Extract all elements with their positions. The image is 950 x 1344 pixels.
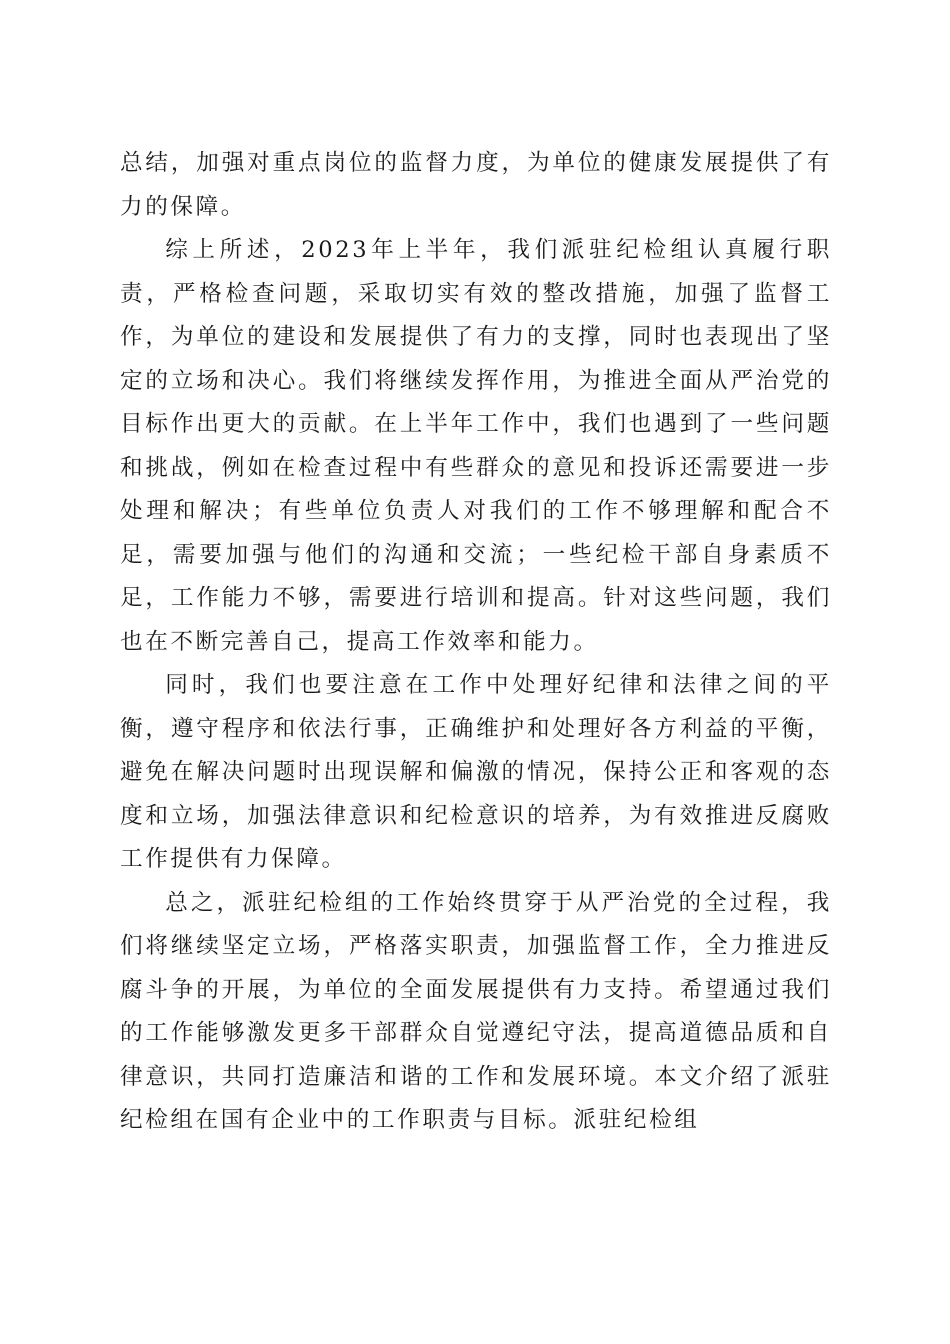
document-body [120, 142, 832, 1143]
paragraph-conclusion: 总之，派驻纪检组的工作始终贯穿于从严治党的全过程，我们将继续坚定立场，严格落实职责，加强监督工作，全力推进反腐斗争的开展，为单位的全面发展提供有力支持。希望通过我们的工作能够激发更多干部群众自觉遵纪守法，提高道德品质和自律意识，共同打造廉洁和谐的工作和发展环境。本文介绍了派驻纪检组在国有企业中的工作职责与目标。派驻纪检组 [120, 889, 832, 1133]
paragraph-continuation: 总结，加强对重点岗位的监督力度，为单位的健康发展提供了有力的保障。 [120, 150, 832, 220]
paragraph-balance: 同时，我们也要注意在工作中处理好纪律和法律之间的平衡，遵守程序和依法行事，正确维护和处理好各方利益的平衡，避免在解决问题时出现误解和偏激的情况，保持公正和客观的态度和立场，加强法律意识和纪检意识的培养，为有效推进反腐败工作提供有力保障。 [120, 672, 832, 872]
paragraph-summary: 综上所述，2023年上半年，我们派驻纪检组认真履行职责，严格检查问题，采取切实有效的整改措施，加强了监督工作，为单位的建设和发展提供了有力的支撑，同时也表现出了坚定的立场和决心。我们将继续发挥作用，为推进全面从严治党的目标作出更大的贡献。在上半年工作中，我们也遇到了一些问题和挑战，例如在检查过程中有些群众的意见和投诉还需要进一步处理和解决；有些单位负责人对我们的工作不够理解和配合不足，需要加强与他们的沟通和交流；一些纪检干部自身素质不足，工作能力不够，需要进行培训和提高。针对这些问题，我们也在不断完善自己，提高工作效率和能力。 [120, 237, 832, 655]
